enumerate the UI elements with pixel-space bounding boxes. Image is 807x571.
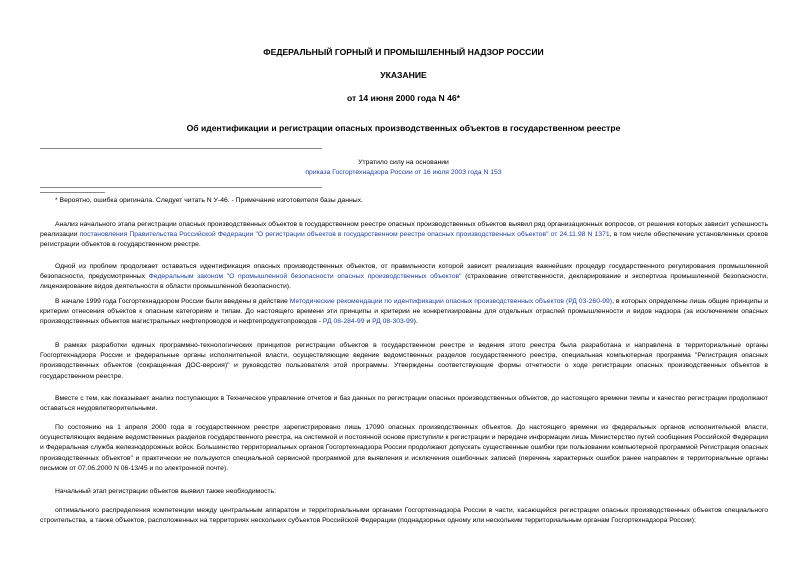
paragraph-text: , в которых определены лишь общие принципы и критерии отнесения объектов к опасным категориям и типам. До настоящего времени эти принципы и критерии не конкретизированы для отдельных отраслей промышленности и видов надзора (за исключением опасных производственных объектов магистральных нефтепроводов и нефтепродуктопроводов - [40, 298, 768, 326]
paragraph-6: По состоянию на 1 апреля 2000 года в государственном реестре зарегистрировано лишь 17090 опасных производственных объектов. До настоящего времени из федеральных органов исполнительной власти, осуществляющих ведение ведомственных разделов государственного реестра, на системной и постоянной основе приступили к регистрации и передаче информации лишь Министерство путей сообщения Российской Федерации и Федеральная служба железнодорожных войск. Большинство территориальных органов Госгортехнадзора России продолжают допускать существенные ошибки при пользовании компьютерной программой Регистрация опасных производственных объектов" и практически не пользуются специальной сервисной программой для выявления и исключения ошибочных записей (перечень характерных ошибок ранее направлен в территориальные органы письмом от 07.06.2000 N 06-13/45 и по электронной почте). [40, 424, 768, 472]
paragraph-1 [40, 220, 768, 251]
footnote-divider [40, 192, 105, 193]
federal-law-link[interactable]: Федеральным законом "О промышленной безопасности опасных производственных объектов" [148, 273, 462, 281]
paragraph-text: и [364, 318, 373, 326]
paragraph-7: Начальный этап регистрации объектов выявил также необходимость: [55, 488, 277, 495]
methodical-recommendations-link[interactable]: Методические рекомендации по идентификации опасных производственных объектов (РД 03-260-99) [289, 298, 613, 305]
document-title: Об идентификации и регистрации опасных производственных объектов в государственном реестре [186, 123, 621, 133]
repeal-order-link[interactable]: приказа Госгортехнадзора России от 16 июля 2003 года N 153 [305, 169, 502, 176]
paragraph-text: (страхование ответственности, декларирование и экспертиза промышленной безопасности, лицензирование видов деятельности в области промышленной безопасности). [40, 273, 768, 291]
paragraph-text: Одной из проблем продолжает оставаться идентификация опасных производственных объектов, от правильности которой зависит реализация важнейших процедур государственного регулирования промышленной безопасности, предусмотренных [40, 263, 768, 281]
paragraph-text: ). [413, 318, 418, 326]
agency-name: ФЕДЕРАЛЬНЫЙ ГОРНЫЙ И ПРОМЫШЛЕННЫЙ НАДЗОР РОССИИ [263, 47, 544, 57]
paragraph-2 [40, 262, 768, 293]
rd-08-284-99-link[interactable]: РД 08-284-99 [322, 318, 365, 326]
rd-08-303-99-link[interactable]: РД 08-303-99 [372, 318, 414, 326]
status-note: Утратило силу на основании [358, 159, 449, 166]
government-decree-link[interactable]: постановления Правительства Российской Федерации "О регистрации объектов в государственном реестре опасных производственных объектов" от 24.11.98 N 1371 [79, 231, 610, 239]
status-note-link-line [0, 169, 807, 176]
footnote: * Вероятно, ошибка оригинала. Следует читать N У-46. - Примечание изготовителя базы данных. [55, 197, 363, 204]
document-date: от 14 июня 2000 года N 46* [346, 93, 461, 103]
document-type: УКАЗАНИЕ [380, 70, 427, 80]
divider [40, 187, 322, 188]
divider [40, 148, 322, 149]
paragraph-text: В начале 1999 года Госгортехнадзором России были введены в действие [55, 298, 290, 305]
paragraph-5: Вместе с тем, как показывает анализ поступающих в Техническое управление отчетов и баз данных по регистрации опасных производственных объектов, до настоящего времени темпы и качество регистрации продолжают оставаться неудовлетворительными. [40, 395, 768, 413]
paragraph-3 [40, 297, 768, 328]
paragraph-4: В рамках разработки единых программно-технологических принципов регистрации объектов в государственном реестре и ведения этого реестра была разработана и направлена в территориальные органы Госгортехнадзора России и федеральные органы исполнительной власти, осуществляющие ведение ведомственных разделов государственного реестра, специальная компьютерная программа "Регистрация опасных производственных объектов (сокращенная ДОС-версия)" и руководство пользователя этой программы. Утверждены соответствующие формы отчетности о ходе регистрации опасных производственных объектов в государственном реестре. [40, 342, 768, 380]
paragraph-text: , в том числе обеспечение установленных сроков регистрации объектов в государственном реестре. [40, 231, 768, 249]
paragraph-text: Анализ начального этапа регистрации опасных производственных объектов в государственном реестре опасных производственных объектов выявил ряд организационных вопросов, от решения которых зависит успешность реализации [40, 221, 768, 239]
paragraph-8: оптимального распределения компетенции между центральным аппаратом и территориальными органами Госгортехнадзора России в части, касающейся регистрации опасных производственных объектов специального строительства, а также объектов, расположенных на территориях нескольких субъектов Российской Федерации (поднадзорных одному или нескольким территориальным органам Госгортехнадзора России); [40, 507, 768, 525]
